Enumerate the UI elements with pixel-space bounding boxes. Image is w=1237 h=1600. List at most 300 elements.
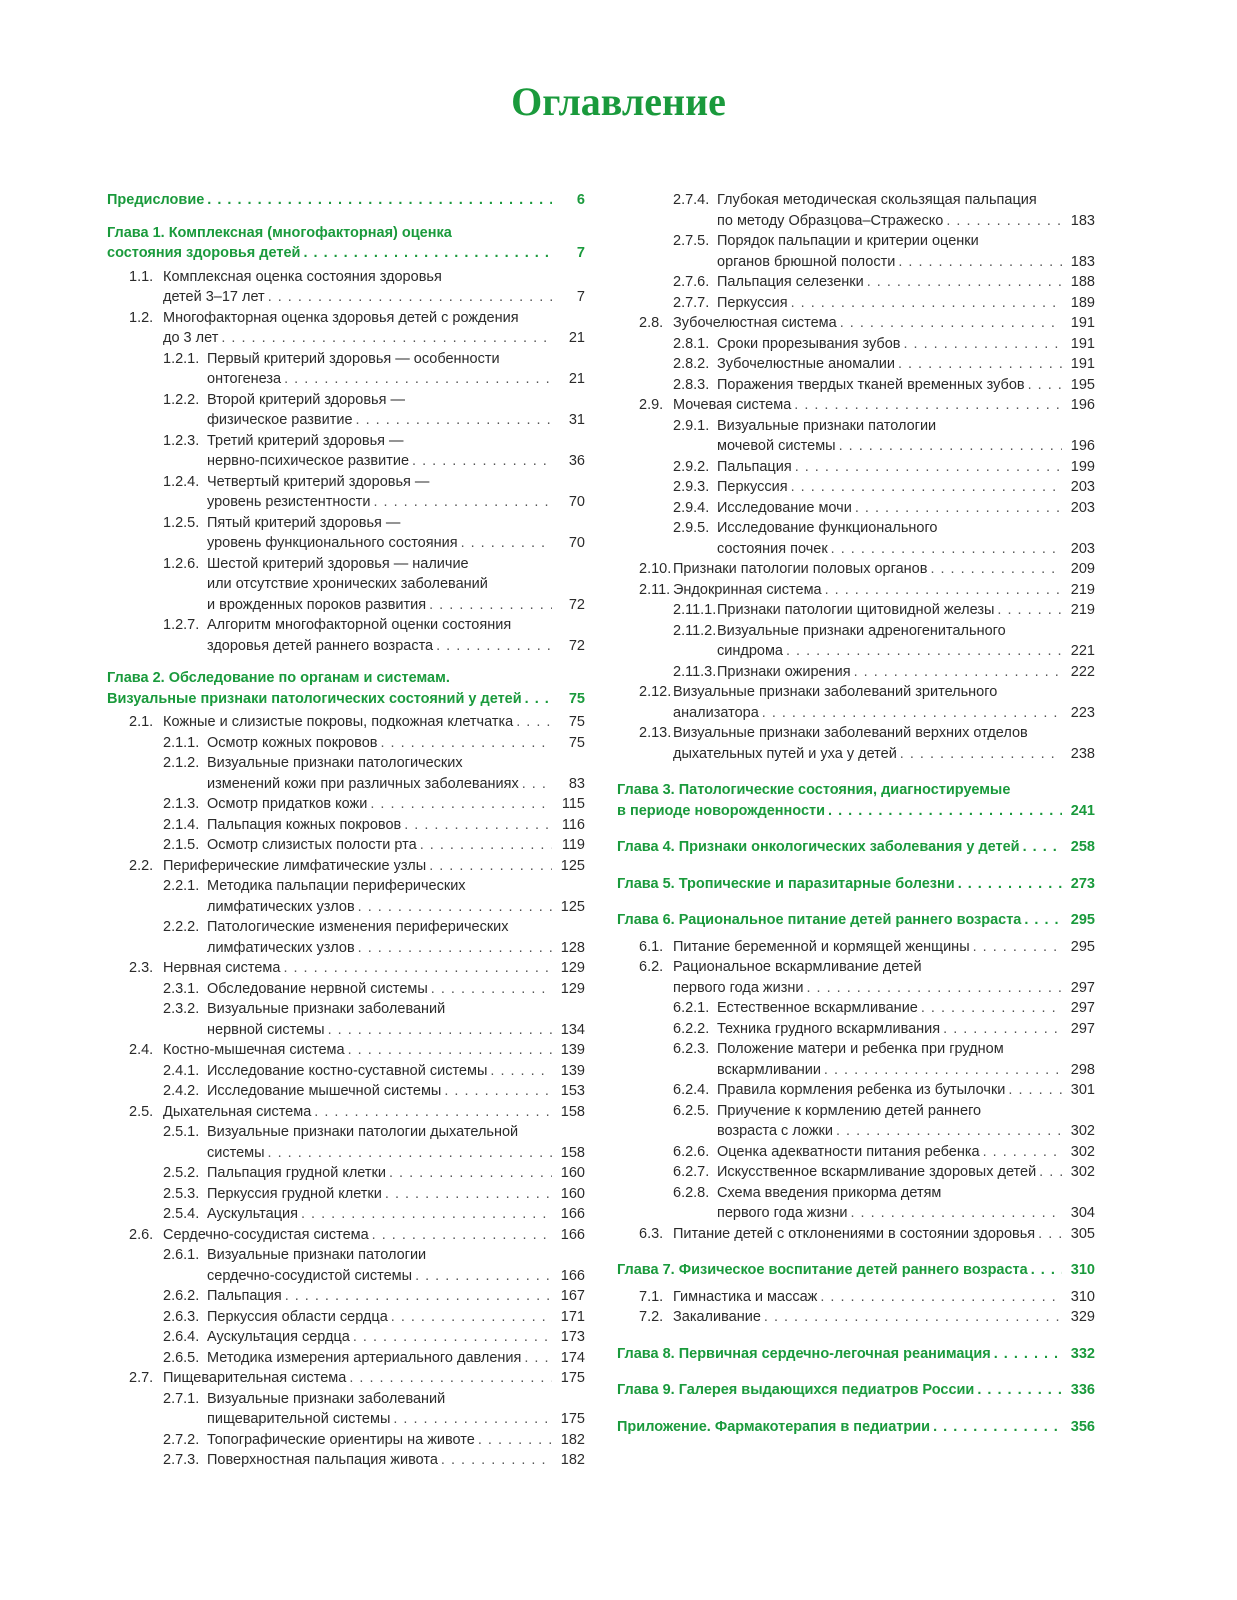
- dot-leader: [1024, 910, 1062, 931]
- toc-entry-title-line: Порядок пальпации и критерии оценки: [717, 233, 979, 249]
- toc-entry[interactable]: [107, 1184, 585, 1205]
- toc-entry[interactable]: [107, 1040, 585, 1061]
- toc-page-number: 196: [1070, 397, 1095, 413]
- toc-entry-number: 2.1.: [129, 714, 154, 730]
- toc-entry-title: Глава 4. Признаки онкологических заболевания у детей: [617, 839, 1020, 855]
- toc-entry-title-line: Положение матери и ребенка при грудном: [717, 1041, 1004, 1057]
- toc-entry-number: 1.2.6.: [163, 555, 200, 572]
- toc-entry-number: 6.2.7.: [673, 1164, 710, 1180]
- toc-entry-title: дыхательных путей и уха у детей: [673, 745, 897, 762]
- toc-entry[interactable]: [107, 1245, 585, 1286]
- dot-leader: [794, 395, 1062, 416]
- toc-entry[interactable]: [107, 733, 585, 754]
- toc-entry[interactable]: [617, 477, 1095, 498]
- toc-entry-title-line: Визуальные признаки патологии: [717, 417, 937, 434]
- dot-leader: [372, 1225, 552, 1246]
- toc-page-number: 199: [1070, 458, 1095, 475]
- dot-leader: [353, 1327, 552, 1348]
- toc-entry[interactable]: [107, 1225, 585, 1246]
- toc-page-number: 125: [560, 898, 585, 915]
- toc-entry[interactable]: [617, 272, 1095, 293]
- toc-entry-number: 2.9.: [639, 397, 664, 413]
- toc-page-number: 310: [1070, 1262, 1095, 1278]
- toc-entry-title: Искусственное вскармливание здоровых детей: [717, 1164, 1037, 1180]
- dot-leader: [478, 1430, 552, 1451]
- toc-entry-title-line: Визуальные признаки заболеваний: [207, 1001, 446, 1017]
- toc-page-number: 125: [560, 857, 585, 874]
- toc-entry-number: 2.5.: [129, 1103, 154, 1120]
- toc-entry[interactable]: [107, 958, 585, 979]
- toc-entry-title: Сердечно-сосудистая система: [163, 1226, 369, 1243]
- dot-leader: [786, 641, 1062, 662]
- dot-leader: [283, 958, 552, 979]
- toc-entry-title: Признаки ожирения: [717, 663, 851, 680]
- toc-entry-title: Приложение. Фармакотерапия в педиатрии: [617, 1418, 931, 1435]
- toc-entry[interactable]: [617, 957, 1095, 998]
- toc-entry-title: Исследование мочи: [717, 499, 852, 516]
- toc-page-number: 175: [560, 1411, 585, 1427]
- toc-entry-title-line: Визуальные признаки патологии дыхательной: [207, 1124, 519, 1140]
- toc-entry-title: Перкуссия области сердца: [207, 1308, 388, 1325]
- toc-entry[interactable]: [107, 1368, 585, 1389]
- dot-leader: [1039, 1162, 1062, 1183]
- toc-page-number: 153: [560, 1083, 585, 1099]
- toc-entry-title: анализатора: [673, 704, 759, 721]
- dot-leader: [328, 1020, 552, 1041]
- toc-entry-title: Методика измерения артериального давления: [207, 1349, 522, 1366]
- toc-entry-title: до 3 лет: [163, 330, 219, 346]
- toc-entry-number: 2.12.: [639, 684, 672, 700]
- toc-entry-title: Пищеварительная система: [163, 1370, 347, 1386]
- toc-chapter-entry[interactable]: [107, 223, 585, 264]
- toc-chapter-entry[interactable]: [617, 1260, 1095, 1281]
- dot-leader: [1038, 1224, 1062, 1245]
- toc-page-number: 7: [576, 245, 585, 261]
- toc-entry-number: 2.7.2.: [163, 1431, 200, 1448]
- dot-leader: [348, 1040, 552, 1061]
- toc-entry[interactable]: [617, 1101, 1095, 1142]
- toc-entry-number: 2.7.6.: [673, 274, 710, 290]
- dot-leader: [525, 689, 552, 710]
- toc-entry[interactable]: [617, 231, 1095, 272]
- toc-entry-number: 2.3.: [129, 960, 154, 976]
- dot-leader: [1008, 1080, 1062, 1101]
- toc-entry-number: 6.2.: [639, 959, 664, 975]
- toc-entry-title: уровень функционального состояния: [207, 535, 458, 551]
- toc-entry[interactable]: [617, 682, 1095, 723]
- toc-page-number: 203: [1070, 540, 1095, 557]
- toc-entry-title: лимфатических узлов: [207, 898, 355, 915]
- dot-leader: [806, 978, 1062, 999]
- toc-page-number: 75: [568, 714, 585, 730]
- toc-entry[interactable]: [617, 416, 1095, 457]
- toc-entry-number: 2.11.3.: [673, 663, 717, 680]
- toc-entry-title: мочевой системы: [717, 438, 836, 454]
- toc-page-number: 336: [1070, 1382, 1095, 1398]
- dot-leader: [391, 1307, 552, 1328]
- toc-entry[interactable]: [107, 472, 585, 513]
- toc-entry-title-line: Визуальные признаки адреногенитального: [717, 622, 1006, 639]
- toc-entry[interactable]: [107, 1307, 585, 1328]
- toc-entry[interactable]: [107, 917, 585, 958]
- dot-leader: [444, 1081, 552, 1102]
- toc-entry-title: физическое развитие: [207, 412, 353, 428]
- toc-entry-number: 6.3.: [639, 1225, 664, 1242]
- toc-entry[interactable]: [617, 1080, 1095, 1101]
- dot-leader: [349, 1368, 552, 1389]
- dot-leader: [831, 539, 1062, 560]
- toc-entry[interactable]: [107, 390, 585, 431]
- toc-page-number: 70: [568, 494, 585, 510]
- toc-entry[interactable]: [617, 1019, 1095, 1040]
- toc-entry-number: 2.8.3.: [673, 376, 710, 393]
- toc-entry-title: Питание беременной и кормящей женщины: [673, 938, 970, 955]
- dot-leader: [943, 1019, 1062, 1040]
- toc-page-number: 221: [1070, 643, 1095, 659]
- dot-leader: [1028, 375, 1062, 396]
- toc-entry-title: детей 3–17 лет: [163, 289, 265, 305]
- toc-page-number: 305: [1070, 1225, 1095, 1242]
- toc-entry-title: возраста с ложки: [717, 1123, 833, 1139]
- toc-entry-title: нервно-психическое развитие: [207, 453, 410, 469]
- toc-page-number: 297: [1070, 1020, 1095, 1037]
- toc-entry-title-line: Визуальные признаки заболеваний верхних отделов: [673, 725, 1028, 741]
- toc-page-number: 191: [1070, 315, 1095, 331]
- toc-entry-title: первого года жизни: [717, 1205, 848, 1221]
- toc-entry-title: изменений кожи при различных заболеваниях: [207, 775, 519, 792]
- toc-chapter-entry[interactable]: [617, 910, 1095, 931]
- toc-entry-title: Глава 8. Первичная сердечно-легочная реанимация: [617, 1345, 991, 1362]
- toc-entry-title: органов брюшной полости: [717, 253, 896, 270]
- toc-entry[interactable]: [107, 267, 585, 308]
- toc-page-number: 273: [1070, 875, 1095, 892]
- dot-leader: [867, 272, 1062, 293]
- toc-entry-title-line: Патологические изменения периферических: [207, 919, 509, 935]
- dot-leader: [461, 533, 552, 554]
- toc-entry[interactable]: [617, 1183, 1095, 1224]
- toc-page-number: 223: [1070, 704, 1095, 721]
- toc-entry-title: Аускультация: [207, 1206, 298, 1222]
- dot-leader: [385, 1184, 552, 1205]
- toc-entry-title: Костно-мышечная система: [163, 1042, 345, 1058]
- toc-page-number: 297: [1070, 979, 1095, 996]
- toc-entry[interactable]: [617, 1307, 1095, 1328]
- toc-entry[interactable]: [107, 431, 585, 472]
- toc-entry-title: и врожденных пороков развития: [207, 596, 427, 613]
- toc-entry-title: Нервная система: [163, 960, 281, 976]
- toc-entry[interactable]: [107, 1450, 585, 1471]
- toc-page-number: 191: [1070, 356, 1095, 372]
- toc-entry[interactable]: [617, 498, 1095, 519]
- toc-page-number: 258: [1070, 839, 1095, 855]
- toc-chapter-entry[interactable]: [617, 837, 1095, 858]
- toc-page-number: 134: [560, 1021, 585, 1038]
- toc-entry-number: 2.4.1.: [163, 1062, 200, 1079]
- toc-page-number: 219: [1070, 602, 1095, 618]
- toc-entry-title: Сроки прорезывания зубов: [717, 335, 901, 352]
- dot-leader: [983, 1142, 1062, 1163]
- dot-leader: [791, 477, 1062, 498]
- toc-entry-number: 2.9.3.: [673, 479, 710, 495]
- toc-entry[interactable]: [617, 937, 1095, 958]
- dot-leader: [389, 1163, 552, 1184]
- toc-entry-number: 2.6.2.: [163, 1288, 200, 1304]
- toc-page-number: 297: [1070, 1000, 1095, 1016]
- toc-page-number: 167: [560, 1288, 585, 1304]
- toc-page-number: 196: [1070, 438, 1095, 454]
- dot-leader: [524, 1348, 552, 1369]
- toc-page-number: 183: [1070, 253, 1095, 270]
- toc-entry-title: пищеварительной системы: [207, 1411, 391, 1427]
- toc-page-number: 219: [1070, 581, 1095, 598]
- toc-entry-number: 2.3.2.: [163, 1001, 200, 1017]
- toc-entry-number: 1.2.1.: [163, 350, 200, 367]
- toc-entry[interactable]: [617, 190, 1095, 231]
- toc-entry-title: Периферические лимфатические узлы: [163, 857, 427, 874]
- toc-entry[interactable]: [107, 1081, 585, 1102]
- dot-leader: [314, 1102, 552, 1123]
- toc-entry[interactable]: [107, 1348, 585, 1369]
- toc-entry-title-line: Шестой критерий здоровья — наличие: [207, 555, 469, 572]
- toc-entry-title: Осмотр кожных покровов: [207, 734, 378, 751]
- toc-entry[interactable]: [617, 354, 1095, 375]
- toc-entry-title-line: Комплексная оценка состояния здоровья: [163, 268, 442, 285]
- toc-entry-title-line: Глава 1. Комплексная (многофакторная) оценка: [107, 224, 452, 241]
- toc-entry-number: 2.1.2.: [163, 755, 200, 771]
- toc-entry-title-line: или отсутствие хронических заболеваний: [207, 576, 488, 592]
- toc-entry[interactable]: [617, 395, 1095, 416]
- toc-page-number: 238: [1070, 745, 1095, 762]
- toc-entry[interactable]: [617, 313, 1095, 334]
- toc-entry[interactable]: [617, 375, 1095, 396]
- dot-leader: [898, 354, 1062, 375]
- toc-entry[interactable]: [617, 723, 1095, 764]
- toc-entry[interactable]: [107, 1122, 585, 1163]
- toc-entry-title: Признаки патологии щитовидной железы: [717, 602, 995, 618]
- toc-entry[interactable]: [107, 815, 585, 836]
- toc-entry-number: 2.8.1.: [673, 335, 710, 352]
- toc-entry[interactable]: [107, 1286, 585, 1307]
- toc-entry-number: 2.3.1.: [163, 980, 200, 997]
- toc-page-number: 302: [1070, 1143, 1095, 1160]
- toc-entry-number: 6.1.: [639, 938, 664, 955]
- toc-entry-title: Глава 9. Галерея выдающихся педиатров России: [617, 1382, 975, 1398]
- toc-entry[interactable]: [107, 1061, 585, 1082]
- toc-entry[interactable]: [107, 513, 585, 554]
- toc-entry-number: 1.2.2.: [163, 391, 200, 408]
- dot-leader: [994, 1344, 1062, 1365]
- toc-entry[interactable]: [107, 835, 585, 856]
- toc-entry-number: 2.2.2.: [163, 919, 200, 935]
- toc-entry[interactable]: [617, 1224, 1095, 1245]
- dot-leader: [522, 774, 552, 795]
- toc-entry-number: 6.2.5.: [673, 1102, 710, 1119]
- toc-entry[interactable]: [107, 979, 585, 1000]
- toc-entry-number: 2.8.: [639, 315, 664, 331]
- toc-entry-title: онтогенеза: [207, 371, 282, 387]
- toc-entry-number: 2.1.3.: [163, 796, 200, 812]
- toc-entry-title: Техника грудного вскармливания: [717, 1020, 941, 1037]
- toc-chapter-entry[interactable]: [617, 1380, 1095, 1401]
- toc-entry-number: 2.1.5.: [163, 837, 200, 853]
- toc-entry[interactable]: [617, 1162, 1095, 1183]
- toc-entry[interactable]: [107, 753, 585, 794]
- dot-leader: [441, 1450, 552, 1471]
- toc-entry-title: Обследование нервной системы: [207, 980, 428, 997]
- toc-entry-number: 1.2.4.: [163, 473, 200, 490]
- dot-leader: [904, 334, 1063, 355]
- toc-entry[interactable]: [617, 334, 1095, 355]
- toc-entry[interactable]: [107, 1430, 585, 1451]
- toc-entry-title: Естественное вскармливание: [717, 1000, 918, 1016]
- toc-entry[interactable]: [107, 1204, 585, 1225]
- toc-entry-title-line: Рациональное вскармливание детей: [673, 959, 922, 975]
- dot-leader: [516, 712, 552, 733]
- toc-entry[interactable]: [107, 856, 585, 877]
- toc-entry-title-line: Схема введения прикорма детям: [717, 1184, 942, 1201]
- toc-entry[interactable]: [617, 1287, 1095, 1308]
- dot-leader: [412, 451, 552, 472]
- toc-entry-title: Перкуссия: [717, 479, 788, 495]
- dot-leader: [373, 492, 552, 513]
- toc-page-number: 7: [576, 289, 585, 305]
- toc-entry-number: 7.2.: [639, 1309, 664, 1325]
- toc-page-number: 304: [1070, 1205, 1095, 1221]
- toc-entry-title: Перкуссия: [717, 294, 788, 311]
- toc-entry-number: 2.4.2.: [163, 1083, 200, 1099]
- dot-leader: [207, 190, 552, 211]
- dot-leader: [946, 211, 1062, 232]
- toc-entry[interactable]: [107, 794, 585, 815]
- toc-entry-title-line: Глава 2. Обследование по органам и системам.: [107, 670, 450, 686]
- toc-page-number: 171: [560, 1308, 585, 1325]
- toc-entry-title: уровень резистентности: [207, 494, 371, 510]
- toc-entry[interactable]: [107, 349, 585, 390]
- toc-page-number: 298: [1070, 1061, 1095, 1078]
- dot-leader: [303, 243, 552, 264]
- toc-entry[interactable]: [617, 662, 1095, 683]
- toc-page-number: 182: [560, 1452, 585, 1468]
- toc-page-number: 83: [568, 775, 585, 792]
- toc-entry[interactable]: [617, 1039, 1095, 1080]
- toc-page-number: 203: [1070, 499, 1095, 516]
- toc-page-number: 310: [1070, 1288, 1095, 1305]
- toc-page-number: 188: [1070, 274, 1095, 290]
- toc-entry[interactable]: [107, 615, 585, 656]
- dot-leader: [429, 856, 552, 877]
- toc-chapter-entry[interactable]: [617, 1417, 1095, 1438]
- toc-entry[interactable]: [617, 1142, 1095, 1163]
- dot-leader: [358, 897, 552, 918]
- toc-entry[interactable]: [107, 1102, 585, 1123]
- toc-entry-number: 2.5.2.: [163, 1165, 200, 1181]
- toc-chapter-entry[interactable]: [617, 780, 1095, 821]
- toc-entry[interactable]: [107, 1327, 585, 1348]
- toc-entry-number: 2.1.1.: [163, 734, 200, 751]
- toc-entry-number: 1.1.: [129, 268, 154, 285]
- toc-entry-title: нервной системы: [207, 1021, 325, 1038]
- toc-entry-number: 1.2.: [129, 309, 154, 326]
- dot-leader: [933, 1417, 1062, 1438]
- toc-page-number: 160: [560, 1165, 585, 1181]
- toc-entry-title: Дыхательная система: [163, 1103, 312, 1120]
- toc-entry-title: Правила кормления ребенка из бутылочки: [717, 1082, 1006, 1098]
- toc-entry[interactable]: [107, 554, 585, 616]
- dot-leader: [764, 1307, 1062, 1328]
- dot-leader: [839, 436, 1062, 457]
- toc-entry[interactable]: [617, 293, 1095, 314]
- toc-entry-number: 1.2.3.: [163, 432, 200, 449]
- toc-entry-number: 6.2.6.: [673, 1143, 710, 1160]
- toc-page-number: 119: [561, 837, 585, 853]
- toc-page-number: 301: [1070, 1082, 1095, 1098]
- toc-chapter-entry[interactable]: [107, 190, 585, 211]
- toc-entry-number: 2.6.4.: [163, 1329, 200, 1345]
- toc-entry[interactable]: [617, 600, 1095, 621]
- toc-page-number: 195: [1070, 376, 1095, 393]
- toc-entry-number: 2.7.: [129, 1370, 154, 1386]
- toc-entry[interactable]: [617, 457, 1095, 478]
- toc-entry-number: 2.11.: [639, 581, 671, 598]
- toc-entry-title-line: Методика пальпации периферических: [207, 878, 466, 894]
- toc-entry-title: Оценка адекватности питания ребенка: [717, 1143, 980, 1160]
- dot-leader: [393, 1409, 552, 1430]
- toc-page-number: 166: [560, 1267, 585, 1284]
- toc-entry[interactable]: [107, 712, 585, 733]
- toc-entry[interactable]: [617, 580, 1095, 601]
- dot-leader: [820, 1287, 1062, 1308]
- toc-entry-title-line: Исследование функционального: [717, 520, 938, 536]
- toc-entry-title-line: Первый критерий здоровья — особенности: [207, 350, 500, 367]
- toc-entry-number: 2.9.2.: [673, 458, 710, 475]
- toc-entry[interactable]: [107, 1163, 585, 1184]
- toc-entry[interactable]: [107, 1389, 585, 1430]
- dot-leader: [301, 1204, 552, 1225]
- toc-entry-number: 2.6.: [129, 1226, 154, 1243]
- toc-page-number: 189: [1070, 294, 1095, 311]
- toc-entry-title-line: Приучение к кормлению детей раннего: [717, 1102, 982, 1119]
- toc-entry[interactable]: [617, 621, 1095, 662]
- toc-entry[interactable]: [617, 518, 1095, 559]
- toc-entry-number: 2.6.1.: [163, 1247, 200, 1263]
- dot-leader: [431, 979, 552, 1000]
- toc-entry[interactable]: [107, 876, 585, 917]
- toc-entry-title: Пальпация грудной клетки: [207, 1165, 386, 1181]
- dot-leader: [930, 559, 1062, 580]
- toc-entry-title: Глава 5. Тропические и паразитарные болезни: [617, 875, 955, 892]
- toc-page-number: 332: [1070, 1345, 1095, 1362]
- toc-page-number: 209: [1070, 561, 1095, 577]
- toc-entry-title-line: Пятый критерий здоровья —: [207, 514, 401, 531]
- toc-chapter-entry[interactable]: [617, 1344, 1095, 1365]
- page-title: Оглавление: [511, 79, 726, 124]
- toc-page-number: 203: [1070, 479, 1095, 495]
- toc-entry[interactable]: [617, 559, 1095, 580]
- toc-page-number: 295: [1070, 938, 1095, 955]
- toc-entry[interactable]: [107, 308, 585, 349]
- toc-page-number: 115: [561, 796, 585, 812]
- toc-page-number: 116: [561, 816, 585, 833]
- dot-leader: [791, 293, 1062, 314]
- toc-chapter-entry[interactable]: [107, 668, 585, 709]
- toc-chapter-entry[interactable]: [617, 874, 1095, 895]
- toc-entry[interactable]: [617, 998, 1095, 1019]
- toc-entry-title: состояния почек: [717, 540, 828, 557]
- dot-leader: [429, 595, 552, 616]
- toc-entry-title: Признаки патологии половых органов: [673, 561, 928, 577]
- dot-leader: [370, 794, 552, 815]
- toc-entry[interactable]: [107, 999, 585, 1040]
